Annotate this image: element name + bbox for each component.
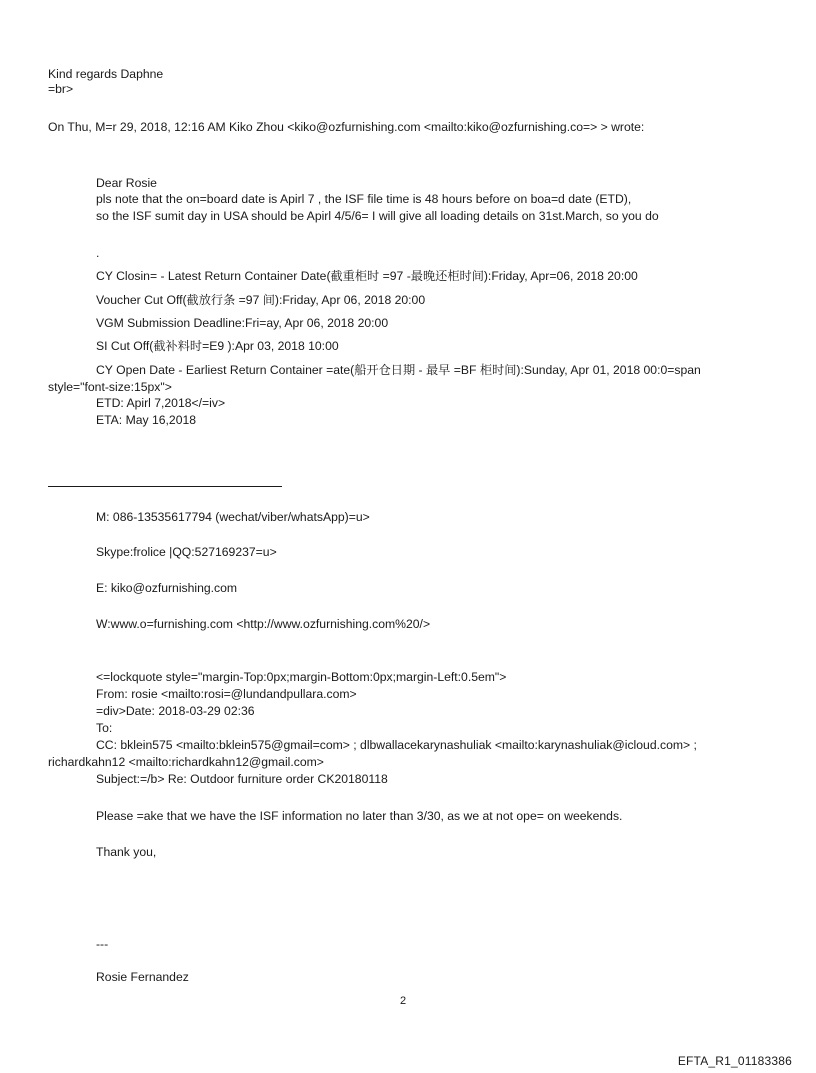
schedule-cy-closing: CY Closin= - Latest Return Container Date(截重柜时 =97 -最晚还柜时间):Friday, Apr=06, 2018 20:00 (96, 269, 638, 283)
signature-separator (48, 486, 282, 487)
quoted-thanks: Thank you, (96, 845, 157, 859)
signature-dashes: --- (96, 937, 109, 951)
sender-name: Rosie Fernandez (96, 970, 189, 984)
body-line: so the ISF sumit day in USA should be Apirl 4/5/6= I will give all loading details on 31st.March, so you do (96, 209, 659, 223)
html-fragment: <=lockquote style="margin-Top:0px;margin-Bottom:0px;margin-Left:0.5em"> (96, 670, 507, 684)
quoted-body: Please =ake that we have the ISF information no later than 3/30, as we at not ope= on weekends. (96, 809, 623, 823)
html-fragment: style="font-size:15px"> (48, 380, 172, 394)
schedule-cy-open: CY Open Date - Earliest Return Container =ate(船开仓日期 - 最早 =BF 柜时间):Sunday, Apr 01, 2018 00:0=span (96, 363, 701, 377)
schedule-voucher-cutoff: Voucher Cut Off(截放行条 =97 间):Friday, Apr 06, 2018 20:00 (96, 293, 426, 307)
quoted-subject: Subject:=/b> Re: Outdoor furniture order CK20180118 (96, 772, 388, 786)
reply-header: On Thu, M=r 29, 2018, 12:16 AM Kiko Zhou <kiko@ozfurnishing.com <mailto:kiko@ozfurnishing.co=> > wrote: (48, 120, 645, 134)
body-line: . (96, 246, 100, 260)
closing-line: Kind regards Daphne (48, 67, 164, 81)
quoted-from: From: rosie <mailto:rosi=@lundandpullara.com> (96, 687, 357, 701)
salutation: Dear Rosie (96, 176, 157, 190)
html-fragment: =br> (48, 82, 74, 96)
signature-email: E: kiko@ozfurnishing.com (96, 581, 238, 595)
signature-mobile: M: 086-13535617794 (wechat/viber/whatsApp)=u> (96, 510, 370, 524)
eta-line: ETA: May 16,2018 (96, 413, 197, 427)
quoted-cc: CC: bklein575 <mailto:bklein575@gmail=com> ; dlbwallacekarynashuliak <mailto:karynashuliak@icloud.com> ; (96, 738, 697, 752)
quoted-date: =div>Date: 2018-03-29 02:36 (96, 704, 255, 718)
document-id: EFTA_R1_01183386 (677, 1054, 792, 1068)
quoted-cc-continued: richardkahn12 <mailto:richardkahn12@gmail.com> (48, 755, 324, 769)
schedule-vgm-deadline: VGM Submission Deadline:Fri=ay, Apr 06, 2018 20:00 (96, 316, 389, 330)
quoted-to: To: (96, 721, 113, 735)
page-number: 2 (400, 995, 407, 1007)
signature-skype: Skype:frolice |QQ:527169237=u> (96, 545, 277, 559)
schedule-si-cutoff: SI Cut Off(截补料时=E9 ):Apr 03, 2018 10:00 (96, 339, 339, 353)
etd-line: ETD: Apirl 7,2018</=iv> (96, 396, 226, 410)
body-line: pls note that the on=board date is Apirl 7 , the ISF file time is 48 hours before on boa=d date (ETD), (96, 192, 632, 206)
signature-website: W:www.o=furnishing.com <http://www.ozfurnishing.com%20/> (96, 617, 431, 631)
